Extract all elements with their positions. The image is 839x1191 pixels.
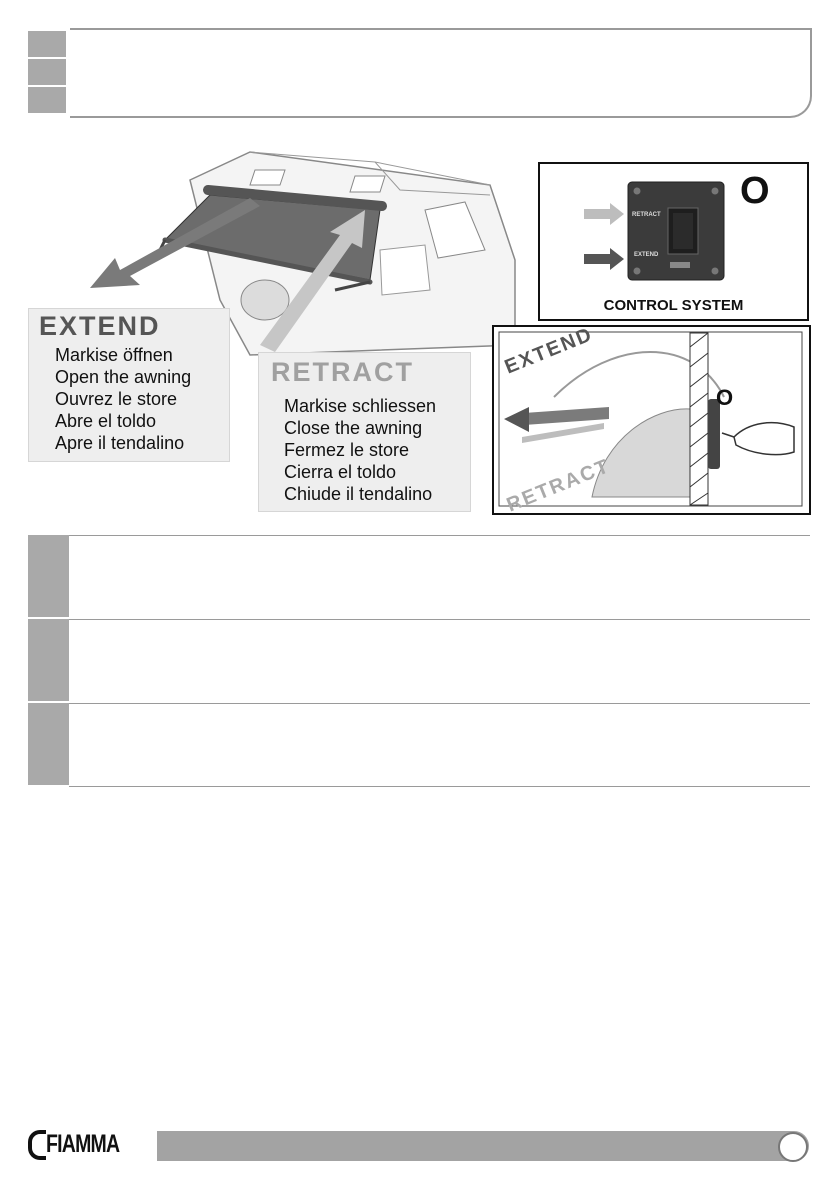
- retract-line-it: Chiude il tendalino: [284, 484, 433, 504]
- retract-instructions: [284, 395, 436, 505]
- extend-line-it: Apre il tendalino: [55, 433, 185, 453]
- extend-instructions: [55, 344, 191, 454]
- manual-marker: O: [716, 385, 734, 410]
- manual-extend-label: EXTEND: [501, 323, 597, 379]
- extend-title: EXTEND: [39, 311, 161, 341]
- header-marker-3: [28, 87, 66, 113]
- control-system-panel: [538, 162, 809, 321]
- header-marker-1: [28, 31, 66, 57]
- section-1-rule: [69, 535, 810, 536]
- manual-retract-label: RETRACT: [503, 455, 614, 517]
- extend-line-fr: Ouvrez le store: [55, 389, 178, 409]
- extend-line-es: Abre el toldo: [55, 411, 157, 431]
- section-3-marker: [28, 703, 69, 785]
- control-marker: O: [740, 170, 770, 212]
- fiamma-logo-text: FIAMMA: [46, 1130, 120, 1158]
- header-frame: [70, 28, 812, 118]
- extend-panel: [28, 308, 230, 462]
- retract-line-en: Close the awning: [284, 418, 423, 438]
- control-system-caption: CONTROL SYSTEM: [603, 297, 744, 314]
- manual-operation-panel: [492, 325, 811, 515]
- retract-line-es: Cierra el toldo: [284, 462, 397, 482]
- section-2-marker: [28, 619, 69, 701]
- retract-title: RETRACT: [271, 357, 414, 387]
- section-1: [28, 535, 810, 617]
- fiamma-logo-icon: [28, 1130, 46, 1160]
- retract-line-fr: Fermez le store: [284, 440, 410, 460]
- section-1-marker: [28, 535, 69, 617]
- control-retract-label: RETRACT: [632, 212, 661, 218]
- retract-panel: [258, 352, 471, 512]
- extend-line-en: Open the awning: [55, 367, 192, 387]
- page-number-circle: [778, 1132, 808, 1162]
- retract-line-de: Markise schliessen: [284, 396, 437, 416]
- sections-bottom-rule: [69, 786, 810, 787]
- header-marker-2: [28, 59, 66, 85]
- control-extend-label: EXTEND: [634, 252, 659, 258]
- footer-bar: [157, 1131, 809, 1161]
- section-2: [28, 619, 810, 701]
- section-2-rule: [69, 619, 810, 620]
- section-3-rule: [69, 703, 810, 704]
- section-3: [28, 703, 810, 785]
- extend-line-de: Markise öffnen: [55, 345, 173, 365]
